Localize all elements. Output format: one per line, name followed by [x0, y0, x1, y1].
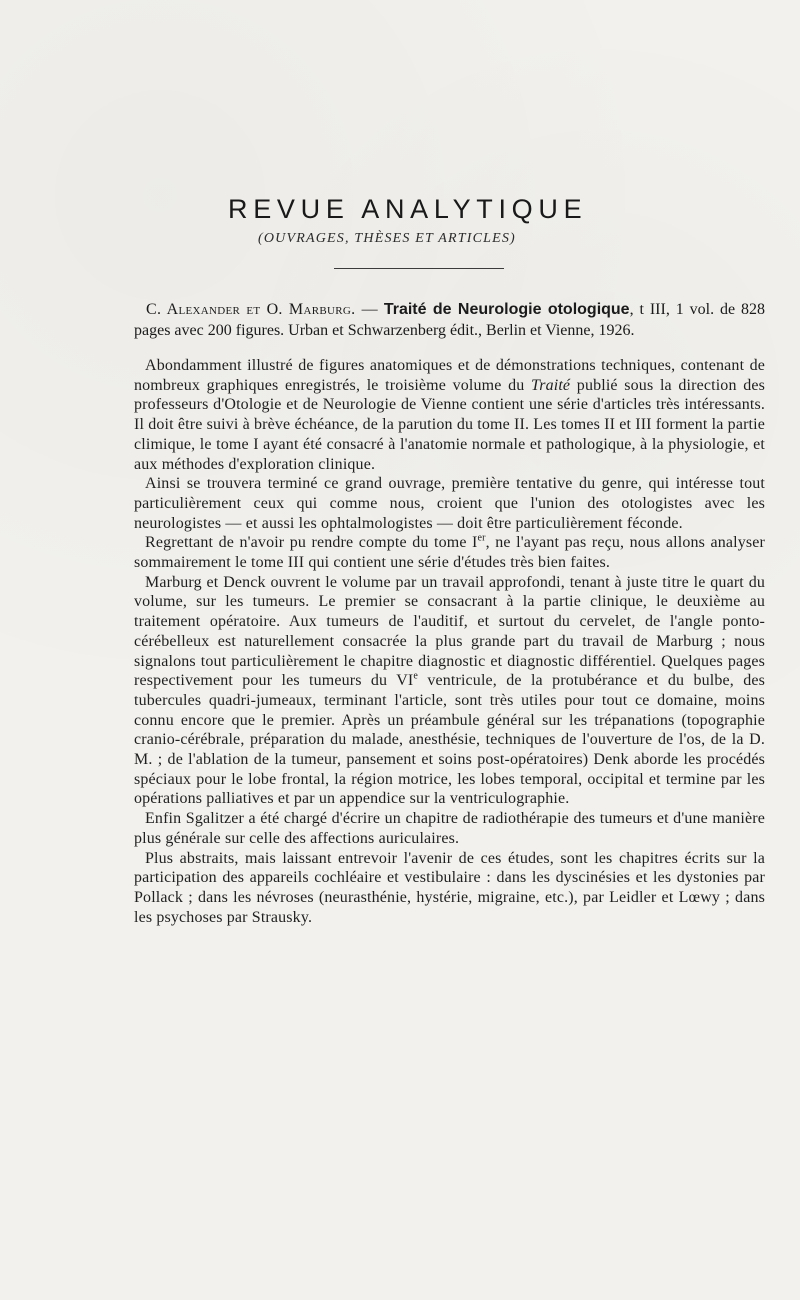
paragraph-2: Ainsi se trouvera terminé ce grand ouvrage, première tentative du genre, qui intéresse tout particulièrement ceux qui comme nous, croient que l'union des otologistes avec les neurologistes — et aussi les ophtalmologistes — doit être particulièrement féconde. — [134, 475, 765, 532]
paragraph-4-text-1: Marburg et Denck ouvrent le volume par un travail approfondi, tenant à juste titre le quart du volume, sur les tumeurs. Le premier se consacrant à la partie clinique, le deuxième au traitement opératoire. Aux tumeurs de l'auditif, et surtout du cervelet, de l'angle ponto-cérébelleux est naturellement consacrée la plus grande part du travail de Marburg ; nous signalons tout particulièrement le chapitre diagnostic et diagnostic différentiel. Quelques pages respectivement pour les tumeurs du VI — [134, 573, 765, 690]
book-citation: , t III, 1 vol. de 828 pages avec 200 figures. Urban et Schwarzenberg édit., Berlin et Vienne, 1926. — [134, 301, 766, 339]
paragraph-5: Enfin Sgalitzer a été chargé d'écrire un chapitre de radiothérapie des tumeurs et d'une manière plus générale sur celle des affections auriculaires. — [134, 810, 765, 847]
title-divider — [334, 268, 504, 269]
review-content — [134, 299, 765, 927]
paragraph-1-italic-title: Traité — [531, 376, 571, 394]
review-heading — [134, 299, 765, 341]
paragraph-3 — [134, 533, 765, 572]
paragraph-4 — [134, 573, 765, 809]
paragraph-1 — [134, 356, 765, 474]
paragraph-4-superscript: e — [413, 670, 419, 682]
book-title: Traité de Neurologie otologique — [383, 301, 630, 318]
paragraph-6: Plus abstraits, mais laissant entrevoir l'avenir de ces études, sont les chapitres écrits sur la participation des appareils cochléaire et vestibulaire : dans les dyscinésies et les dystonies par Pollack ; dans les névroses (neurasthénie, hystérie, migraine, etc.), par Leidler et Lœwy ; dans les psychoses par Strausky. — [134, 849, 765, 926]
review-authors: C. Alexander et O. Marburg. — — [146, 301, 378, 318]
paragraph-4-text-2: ventricule, de la protubérance et du bulbe, des tubercules quadri-jumeaux, terminant l'article, sont très utiles pour tout ce domaine, moins connu encore que le premier. Après un préambule général sur les trépanations (topographie cranio-cérébrale, préparation du malade, anesthésie, techniques de l'ouverture de l'os, de la D. M. ; de l'ablation de la tumeur, pansement et soins post-opératoires) Denk aborde les procédés spéciaux pour le lobe frontal, la région motrice, les lobes temporal, occipital et termine par les opérations palliatives et par un appendice sur la ventriculographie. — [134, 672, 766, 808]
section-title: REVUE ANALYTIQUE — [228, 194, 588, 224]
paragraph-1-text-2: publié sous la direction des professeurs d'Otologie et de Neurologie de Vienne contient une série d'articles très intéressants. Il doit être suivi à brève échéance, de la parution du tome II. Les tomes II et III forment la partie climique, le tome I ayant été consacré à l'anatomie normale et pathologique, à la physiologie, et aux méthodes d'exploration clinique. — [134, 376, 765, 473]
review-body — [134, 356, 765, 927]
paragraph-3-text-2: , ne l'ayant pas reçu, nous allons analyser sommairement le tome III qui contient une série d'études très bien faites. — [134, 534, 766, 572]
section-subtitle: (OUVRAGES, THÈSES ET ARTICLES) — [258, 231, 516, 246]
paragraph-3-superscript: er — [477, 533, 486, 544]
paragraph-3-text-1: Regrettant de n'avoir pu rendre compte du tome I — [145, 534, 478, 552]
paragraph-1-text-1: Abondamment illustré de figures anatomiques et de démonstrations techniques, contenant de nombreux graphiques enregistrés, le troisième volume du — [134, 357, 765, 394]
